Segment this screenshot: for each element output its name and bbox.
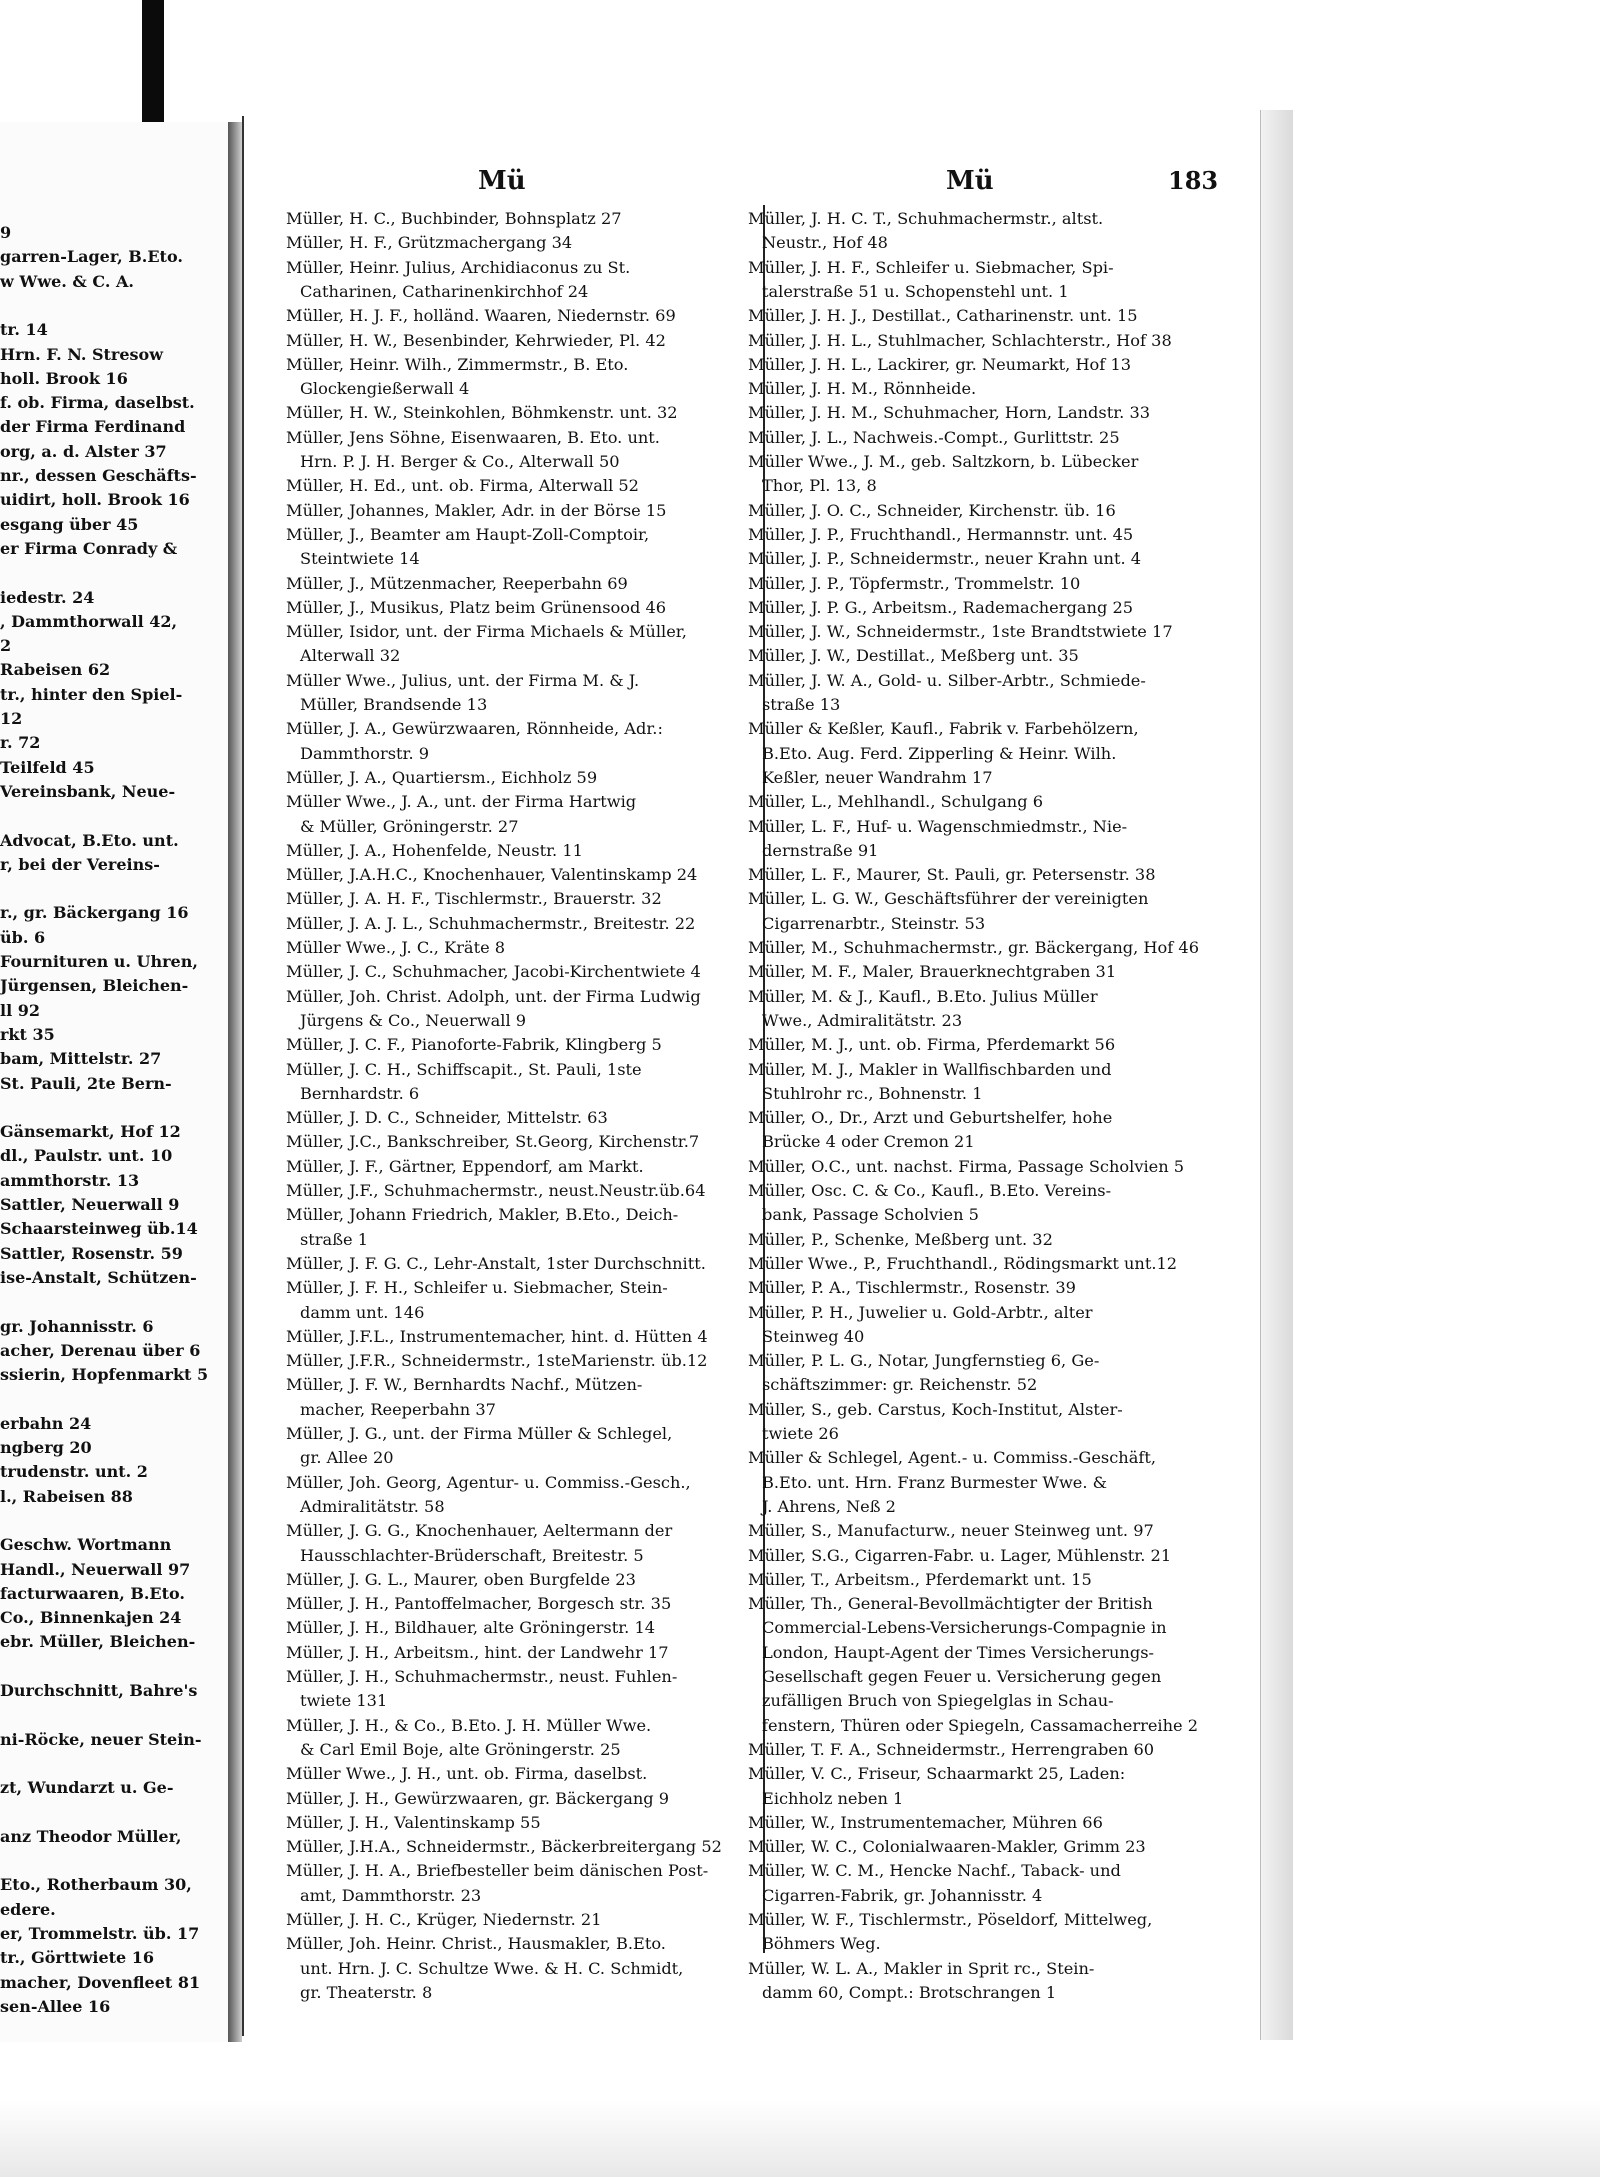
- left-page-line-fragment: St. Pauli, 2te Bern-: [0, 1073, 172, 1093]
- entry-continuation-line: Cigarren-Fabrik, gr. Johannisstr. 4: [762, 1885, 1043, 1905]
- entry-continuation-line: straße 13: [762, 695, 841, 714]
- left-page-line-fragment: Jürgensen, Bleichen-: [0, 976, 189, 996]
- directory-entry: Müller, J. F. G. C., Lehr-Anstalt, 1ster Durchschnitt.: [286, 1253, 706, 1273]
- directory-entry: Müller, J. C. F., Pianoforte-Fabrik, Klingberg 5: [286, 1035, 662, 1055]
- entry-continuation-line: Thor, Pl. 13, 8: [762, 476, 877, 496]
- entry-continuation-line: dernstraße 91: [762, 840, 879, 860]
- entry-continuation-line: gr. Allee 20: [300, 1448, 394, 1468]
- directory-entry: Müller, J. C. H., Schiffscapit., St. Pauli, 1ste: [286, 1059, 642, 1079]
- entry-continuation-line: Cigarrenarbtr., Steinstr. 53: [762, 913, 986, 933]
- left-page-line-fragment: Eto., Rotherbaum 30,: [0, 1875, 192, 1895]
- directory-entry: Müller, W. F., Tischlermstr., Pöseldorf, Mittelweg,: [748, 1910, 1153, 1929]
- directory-entry: Müller, J. P. G., Arbeitsm., Rademachergang 25: [748, 597, 1134, 617]
- directory-entry: Müller, S.G., Cigarren-Fabr. u. Lager, Mühlenstr. 21: [748, 1545, 1172, 1565]
- entry-continuation-line: Glockengießerwall 4: [300, 379, 470, 399]
- entry-continuation-line: Bernhardstr. 6: [300, 1083, 420, 1103]
- directory-entry: Müller, J. H., Schuhmachermstr., neust. Fuhlen-: [286, 1667, 678, 1686]
- left-page-line-fragment: org, a. d. Alster 37: [0, 441, 167, 461]
- entry-continuation-line: Eichholz neben 1: [762, 1788, 904, 1808]
- directory-entry: Müller Wwe., J. H., unt. ob. Firma, daselbst.: [286, 1764, 648, 1784]
- directory-entry: Müller, J.A.H.C., Knochenhauer, Valentinskamp 24: [286, 865, 698, 885]
- left-page-line-fragment: üb. 6: [0, 927, 46, 947]
- directory-entry: Müller, Johann Friedrich, Makler, B.Eto., Deich-: [286, 1205, 679, 1225]
- left-page-line-fragment: Schaarsteinweg üb.14: [0, 1219, 198, 1239]
- directory-entry: Müller, M. J., unt. ob. Firma, Pferdemarkt 56: [748, 1035, 1116, 1055]
- entry-continuation-line: Brücke 4 oder Cremon 21: [762, 1132, 975, 1152]
- left-page-line-fragment: Hrn. F. N. Stresow: [0, 344, 163, 364]
- directory-entry: Müller, J. A., Quartiersm., Eichholz 59: [286, 767, 598, 787]
- left-page-line-fragment: der Firma Ferdinand: [0, 417, 186, 437]
- directory-entry: Müller, J.F.R., Schneidermstr., 1steMarienstr. üb.12: [286, 1351, 708, 1371]
- entry-continuation-line: Hrn. P. J. H. Berger & Co., Alterwall 50: [300, 452, 620, 471]
- entry-continuation-line: bank, Passage Scholvien 5: [762, 1205, 979, 1225]
- directory-entry: Müller, J. G., unt. der Firma Müller & Schlegel,: [286, 1424, 673, 1443]
- left-page-line-fragment: 12: [0, 709, 23, 728]
- entry-continuation-line: & Müller, Gröningerstr. 27: [300, 816, 519, 836]
- entry-continuation-line: unt. Hrn. J. C. Schultze Wwe. & H. C. Schmidt,: [300, 1958, 684, 1978]
- left-page-line-fragment: facturwaaren, B.Eto.: [0, 1583, 185, 1603]
- directory-entry: Müller, J. H. C. T., Schuhmachermstr., altst.: [748, 209, 1104, 228]
- directory-entry: Müller, J. A. H. F., Tischlermstr., Brauerstr. 32: [286, 889, 662, 909]
- book-gutter: [228, 122, 242, 2042]
- directory-entry: Müller, Joh. Georg, Agentur- u. Commiss.-Gesch.,: [286, 1472, 691, 1492]
- directory-entry: Müller, J. F., Gärtner, Eppendorf, am Markt.: [286, 1156, 644, 1176]
- left-page-line-fragment: r, bei der Vereins-: [0, 854, 160, 874]
- left-page-line-fragment: ise-Anstalt, Schützen-: [0, 1267, 197, 1287]
- directory-entry: Müller, Joh. Heinr. Christ., Hausmakler, B.Eto.: [286, 1934, 666, 1954]
- left-page-line-fragment: ll 92: [0, 1000, 40, 1020]
- page-edge: [1260, 110, 1293, 2040]
- left-page-line-fragment: r. 72: [0, 733, 41, 753]
- directory-entry: Müller, H. F., Grützmachergang 34: [286, 233, 573, 253]
- left-page-line-fragment: Rabeisen 62: [0, 660, 111, 680]
- left-page-line-fragment: ebr. Müller, Bleichen-: [0, 1632, 196, 1652]
- left-page-line-fragment: dl., Paulstr. unt. 10: [0, 1146, 173, 1166]
- right-column-heading: Mü: [946, 166, 994, 196]
- directory-entry: Müller, Isidor, unt. der Firma Michaels & Müller,: [286, 622, 687, 642]
- directory-entry: Müller, J., Musikus, Platz beim Grünensood 46: [286, 597, 667, 617]
- directory-entry: Müller & Schlegel, Agent.- u. Commiss.-Geschäft,: [748, 1448, 1156, 1468]
- entry-continuation-line: fenstern, Thüren oder Spiegeln, Cassamacherreihe 2: [762, 1715, 1199, 1735]
- left-page-line-fragment: edere.: [0, 1899, 56, 1919]
- directory-entry: Müller, Joh. Christ. Adolph, unt. der Firma Ludwig: [286, 986, 701, 1006]
- entry-continuation-line: straße 1: [300, 1229, 369, 1249]
- left-page-fragment: [0, 122, 230, 2042]
- directory-entry: Müller, Th., General-Bevollmächtigter der British: [748, 1594, 1153, 1614]
- directory-entry: Müller, P. H., Juwelier u. Gold-Arbtr., alter: [748, 1302, 1093, 1322]
- directory-entry: Müller, J. P., Töpfermstr., Trommelstr. 10: [748, 573, 1081, 593]
- left-page-line-fragment: bam, Mittelstr. 27: [0, 1049, 162, 1069]
- directory-entry: Müller, Johannes, Makler, Adr. in der Börse 15: [286, 500, 667, 520]
- left-page-line-fragment: f. ob. Firma, daselbst.: [0, 393, 195, 413]
- entry-continuation-line: Catharinen, Catharinenkirchhof 24: [300, 281, 589, 301]
- directory-entry: Müller, T., Arbeitsm., Pferdemarkt unt. 15: [748, 1569, 1092, 1589]
- left-page-line-fragment: Co., Binnenkajen 24: [0, 1608, 182, 1628]
- directory-entry: Müller Wwe., J. A., unt. der Firma Hartwig: [286, 792, 637, 812]
- directory-entry: Müller, O.C., unt. nachst. Firma, Passage Scholvien 5: [748, 1156, 1185, 1176]
- directory-entry: Müller Wwe., Julius, unt. der Firma M. & J.: [286, 670, 640, 690]
- directory-entry: Müller, J. H. M., Rönnheide.: [748, 379, 977, 399]
- left-page-line-fragment: garren-Lager, B.Eto.: [0, 247, 183, 267]
- entry-continuation-line: damm 60, Compt.: Brotschrangen 1: [762, 1982, 1057, 2002]
- directory-entry: Müller, J.F., Schuhmachermstr., neust.Neustr.üb.64: [286, 1181, 706, 1200]
- directory-entry: Müller, J. H., Gewürzwaaren, gr. Bäckergang 9: [286, 1788, 670, 1808]
- left-page-line-fragment: 9: [0, 223, 12, 242]
- directory-entry: Müller Wwe., J. C., Kräte 8: [286, 938, 506, 957]
- directory-entry: Müller, Osc. C. & Co., Kaufl., B.Eto. Vereins-: [748, 1181, 1112, 1200]
- entry-continuation-line: Böhmers Weg.: [762, 1934, 881, 1954]
- left-page-line-fragment: Teilfeld 45: [0, 757, 95, 777]
- directory-entry: Müller, J. G. G., Knochenhauer, Aeltermann der: [286, 1521, 673, 1541]
- directory-entry: Müller, M. J., Makler in Wallfischbarden und: [748, 1059, 1112, 1079]
- directory-entry: Müller, H. Ed., unt. ob. Firma, Alterwall 52: [286, 476, 639, 496]
- directory-entry: Müller, J. L., Nachweis.-Compt., Gurlittstr. 25: [748, 427, 1120, 447]
- entry-continuation-line: Dammthorstr. 9: [300, 743, 430, 763]
- entry-continuation-line: Gesellschaft gegen Feuer u. Versicherung gegen: [762, 1667, 1162, 1686]
- left-page-line-fragment: ni-Röcke, neuer Stein-: [0, 1729, 202, 1749]
- left-page-line-fragment: l., Rabeisen 88: [0, 1486, 133, 1506]
- directory-entry: Müller, Heinr. Wilh., Zimmermstr., B. Eto.: [286, 354, 629, 374]
- left-page-line-fragment: Gänsemarkt, Hof 12: [0, 1122, 181, 1142]
- directory-entry: Müller, J. A. J. L., Schuhmachermstr., Breitestr. 22: [286, 913, 696, 933]
- directory-entry: Müller, Jens Söhne, Eisenwaaren, B. Eto. unt.: [286, 427, 660, 447]
- entry-continuation-line: & Carl Emil Boje, alte Gröningerstr. 25: [300, 1739, 621, 1759]
- directory-entry: Müller, J. C., Schuhmacher, Jacobi-Kirchentwiete 4: [286, 962, 701, 982]
- directory-entry: Müller, Heinr. Julius, Archidiaconus zu St.: [286, 257, 631, 277]
- directory-entry: Müller, J. A., Hohenfelde, Neustr. 11: [286, 840, 583, 860]
- directory-entry: Müller, J. P., Fruchthandl., Hermannstr. unt. 45: [748, 524, 1134, 544]
- left-page-line-fragment: macher, Dovenfleet 81: [0, 1972, 201, 1992]
- directory-entry: Müller, J.F.L., Instrumentemacher, hint. d. Hütten 4: [286, 1326, 708, 1346]
- directory-entry: Müller, J. H. A., Briefbesteller beim dänischen Post-: [286, 1861, 709, 1881]
- entry-continuation-line: macher, Reeperbahn 37: [300, 1399, 496, 1419]
- left-page-line-fragment: zt, Wundarzt u. Ge-: [0, 1778, 174, 1798]
- directory-entry: Müller, P. L. G., Notar, Jungfernstieg 6, Ge-: [748, 1351, 1100, 1371]
- directory-entry: Müller Wwe., J. M., geb. Saltzkorn, b. Lübecker: [748, 452, 1139, 471]
- entry-continuation-line: Steintwiete 14: [300, 549, 420, 569]
- left-page-line-fragment: rkt 35: [0, 1024, 55, 1044]
- directory-entry: Müller, J. H., & Co., B.Eto. J. H. Müller Wwe.: [286, 1715, 652, 1735]
- entry-continuation-line: Hausschlachter-Brüderschaft, Breitestr. 5: [300, 1545, 644, 1565]
- entry-continuation-line: Commercial-Lebens-Versicherungs-Compagnie in: [762, 1618, 1167, 1638]
- left-page-line-fragment: esgang über 45: [0, 514, 139, 534]
- directory-entry: Müller, L. F., Huf- u. Wagenschmiedmstr., Nie-: [748, 816, 1128, 836]
- directory-entry: Müller, H. W., Besenbinder, Kehrwieder, Pl. 42: [286, 330, 666, 350]
- left-page-line-fragment: holl. Brook 16: [0, 368, 128, 388]
- directory-entry: Müller, W., Instrumentemacher, Mühren 66: [748, 1812, 1103, 1832]
- left-page-line-fragment: acher, Derenau über 6: [0, 1340, 201, 1360]
- directory-entry: Müller, J. H. F., Schleifer u. Siebmacher, Spi-: [748, 257, 1114, 277]
- directory-entry: Müller, J. H. M., Schuhmacher, Horn, Landstr. 33: [748, 403, 1151, 423]
- entry-continuation-line: schäftszimmer: gr. Reichenstr. 52: [762, 1375, 1038, 1395]
- entry-continuation-line: amt, Dammthorstr. 23: [300, 1885, 482, 1905]
- entry-continuation-line: Stuhlrohr rc., Bohnenstr. 1: [762, 1083, 983, 1103]
- left-page-line-fragment: er, Trommelstr. üb. 17: [0, 1924, 200, 1943]
- entry-continuation-line: Jürgens & Co., Neuerwall 9: [300, 1010, 527, 1030]
- directory-entry: Müller, J. F. H., Schleifer u. Siebmacher, Stein-: [286, 1278, 668, 1298]
- left-page-line-fragment: anz Theodor Müller,: [0, 1826, 182, 1846]
- directory-entry: Müller, P., Schenke, Meßberg unt. 32: [748, 1229, 1053, 1249]
- directory-entry: Müller, J. H. L., Lackirer, gr. Neumarkt, Hof 13: [748, 354, 1132, 374]
- directory-entry: Müller, J. W., Destillat., Meßberg unt. 35: [748, 646, 1079, 666]
- directory-entry: Müller, J. H., Pantoffelmacher, Borgesch str. 35: [286, 1594, 672, 1614]
- entry-continuation-line: Wwe., Admiralitätstr. 23: [762, 1010, 963, 1030]
- entry-continuation-line: B.Eto. Aug. Ferd. Zipperling & Heinr. Wilh.: [762, 743, 1117, 763]
- left-page-line-fragment: Advocat, B.Eto. unt.: [0, 830, 179, 850]
- left-page-line-fragment: ammthorstr. 13: [0, 1170, 140, 1190]
- entry-continuation-line: Alterwall 32: [300, 646, 401, 666]
- left-page-line-fragment: ngberg 20: [0, 1438, 92, 1457]
- directory-entry: Müller, M., Schuhmachermstr., gr. Bäckergang, Hof 46: [748, 938, 1200, 957]
- page-number: 183: [1168, 166, 1219, 195]
- directory-entry: Müller, M. F., Maler, Brauerknechtgraben 31: [748, 962, 1117, 982]
- directory-entry: Müller, W. L. A., Makler in Sprit rc., Stein-: [748, 1958, 1095, 1978]
- left-page-line-fragment: erbahn 24: [0, 1413, 92, 1433]
- entry-continuation-line: twiete 26: [762, 1424, 839, 1443]
- directory-entry: Müller Wwe., P., Fruchthandl., Rödingsmarkt unt.12: [748, 1253, 1178, 1273]
- left-page-line-fragment: r., gr. Bäckergang 16: [0, 903, 189, 923]
- directory-entry: Müller, W. C. M., Hencke Nachf., Taback- und: [748, 1861, 1121, 1881]
- book-binding-shadow: [142, 0, 164, 132]
- entry-continuation-line: Keßler, neuer Wandrahm 17: [762, 767, 993, 787]
- directory-entry: Müller, S., geb. Carstus, Koch-Institut, Alster-: [748, 1399, 1123, 1419]
- directory-entry: Müller, T. F. A., Schneidermstr., Herrengraben 60: [748, 1739, 1155, 1759]
- directory-entry: Müller, S., Manufacturw., neuer Steinweg unt. 97: [748, 1521, 1154, 1541]
- left-page-line-fragment: Durchschnitt, Bahre's: [0, 1681, 198, 1700]
- directory-entry: Müller, J. H. C., Krüger, Niedernstr. 21: [286, 1910, 602, 1929]
- directory-entry: Müller, O., Dr., Arzt und Geburtshelfer, hohe: [748, 1108, 1113, 1128]
- entry-continuation-line: gr. Theaterstr. 8: [300, 1982, 433, 2002]
- entry-continuation-line: J. Ahrens, Neß 2: [762, 1496, 896, 1516]
- left-page-line-fragment: trudenstr. unt. 2: [0, 1462, 148, 1482]
- left-page-line-fragment: er Firma Conrady &: [0, 538, 178, 558]
- directory-entry: Müller, J., Beamter am Haupt-Zoll-Comptoir,: [286, 524, 650, 544]
- entry-continuation-line: damm unt. 146: [300, 1302, 425, 1322]
- directory-entry: Müller, L., Mehlhandl., Schulgang 6: [748, 792, 1044, 812]
- directory-entry: Müller, J. F. W., Bernhardts Nachf., Mützen-: [286, 1375, 643, 1395]
- left-page-line-fragment: gr. Johannisstr. 6: [0, 1316, 154, 1336]
- left-page-line-fragment: tr., Görttwiete 16: [0, 1948, 155, 1968]
- directory-entry: Müller, J. W. A., Gold- u. Silber-Arbtr., Schmiede-: [748, 670, 1146, 690]
- directory-entry: Müller, J. A., Gewürzwaaren, Rönnheide, Adr.:: [286, 719, 663, 739]
- left-column-heading: Mü: [478, 166, 526, 196]
- directory-entry: Müller, V. C., Friseur, Schaarmarkt 25, Laden:: [748, 1764, 1126, 1784]
- left-page-line-fragment: 2: [0, 636, 12, 656]
- entry-continuation-line: B.Eto. unt. Hrn. Franz Burmester Wwe. &: [762, 1472, 1108, 1492]
- left-page-line-fragment: nr., dessen Geschäfts-: [0, 466, 197, 485]
- directory-entry: Müller & Keßler, Kaufl., Fabrik v. Farbehölzern,: [748, 719, 1139, 739]
- left-page-line-fragment: ssierin, Hopfenmarkt 5: [0, 1365, 209, 1385]
- entry-continuation-line: Müller, Brandsende 13: [300, 695, 488, 714]
- directory-entry: Müller, L. G. W., Geschäftsführer der vereinigten: [748, 889, 1149, 909]
- directory-entry: Müller, L. F., Maurer, St. Pauli, gr. Petersenstr. 38: [748, 865, 1156, 885]
- directory-entry: Müller, J. H., Valentinskamp 55: [286, 1812, 541, 1832]
- directory-entry: Müller, J. H. J., Destillat., Catharinenstr. unt. 15: [748, 306, 1138, 326]
- left-page-line-fragment: Vereinsbank, Neue-: [0, 781, 176, 801]
- directory-entry: Müller, J. P., Schneidermstr., neuer Krahn unt. 4: [748, 549, 1142, 569]
- entry-continuation-line: London, Haupt-Agent der Times Versicherungs-: [762, 1642, 1154, 1662]
- entry-continuation-line: twiete 131: [300, 1691, 388, 1711]
- directory-entry: Müller, J.C., Bankschreiber, St.Georg, Kirchenstr.7: [286, 1132, 700, 1152]
- left-page-line-fragment: Sattler, Rosenstr. 59: [0, 1243, 183, 1263]
- directory-entry: Müller, H. J. F., holländ. Waaren, Niedernstr. 69: [286, 306, 676, 326]
- left-page-line-fragment: Geschw. Wortmann: [0, 1535, 172, 1555]
- left-page-line-fragment: w Wwe. & C. A.: [0, 271, 134, 291]
- left-page-line-fragment: Handl., Neuerwall 97: [0, 1559, 191, 1579]
- directory-entry: Müller, J. O. C., Schneider, Kirchenstr. üb. 16: [748, 500, 1116, 520]
- scan-bottom-shadow: [0, 2100, 1600, 2177]
- directory-entry: Müller, J. D. C., Schneider, Mittelstr. 63: [286, 1108, 608, 1128]
- left-page-line-fragment: iedestr. 24: [0, 587, 95, 607]
- entry-continuation-line: Steinweg 40: [762, 1326, 865, 1346]
- entry-continuation-line: talerstraße 51 u. Schopenstehl unt. 1: [762, 281, 1069, 301]
- left-page-line-fragment: tr., hinter den Spiel-: [0, 684, 183, 704]
- left-page-line-fragment: sen-Allee 16: [0, 1996, 111, 2016]
- directory-entry: Müller, J., Mützenmacher, Reeperbahn 69: [286, 573, 628, 593]
- directory-entry: Müller, M. & J., Kaufl., B.Eto. Julius Müller: [748, 986, 1098, 1006]
- directory-entry: Müller, W. C., Colonialwaaren-Makler, Grimm 23: [748, 1837, 1146, 1857]
- directory-entry: Müller, J. H. L., Stuhlmacher, Schlachterstr., Hof 38: [748, 330, 1172, 350]
- left-page-line-fragment: tr. 14: [0, 320, 48, 340]
- directory-entry: Müller, H. C., Buchbinder, Bohnsplatz 27: [286, 209, 622, 228]
- directory-entry: Müller, J. H., Arbeitsm., hint. der Landwehr 17: [286, 1642, 669, 1662]
- directory-entry: Müller, J.H.A., Schneidermstr., Bäckerbreitergang 52: [286, 1837, 722, 1857]
- entry-continuation-line: zufälligen Bruch von Spiegelglas in Schau-: [762, 1691, 1114, 1711]
- entry-continuation-line: Admiralitätstr. 58: [300, 1496, 445, 1516]
- directory-entry: Müller, P. A., Tischlermstr., Rosenstr. 39: [748, 1278, 1076, 1298]
- left-page-line-fragment: Sattler, Neuerwall 9: [0, 1195, 180, 1214]
- left-page-line-fragment: , Dammthorwall 42,: [0, 611, 178, 631]
- directory-entry: Müller, J. G. L., Maurer, oben Burgfelde 23: [286, 1569, 636, 1589]
- directory-entry: Müller, H. W., Steinkohlen, Böhmkenstr. unt. 32: [286, 403, 678, 423]
- left-page-line-fragment: Fournituren u. Uhren,: [0, 952, 198, 971]
- entry-continuation-line: Neustr., Hof 48: [762, 233, 888, 253]
- left-page-line-fragment: uidirt, holl. Brook 16: [0, 490, 190, 510]
- directory-entry: Müller, J. H., Bildhauer, alte Gröningerstr. 14: [286, 1618, 656, 1638]
- directory-entry: Müller, J. W., Schneidermstr., 1ste Brandtstwiete 17: [748, 622, 1173, 642]
